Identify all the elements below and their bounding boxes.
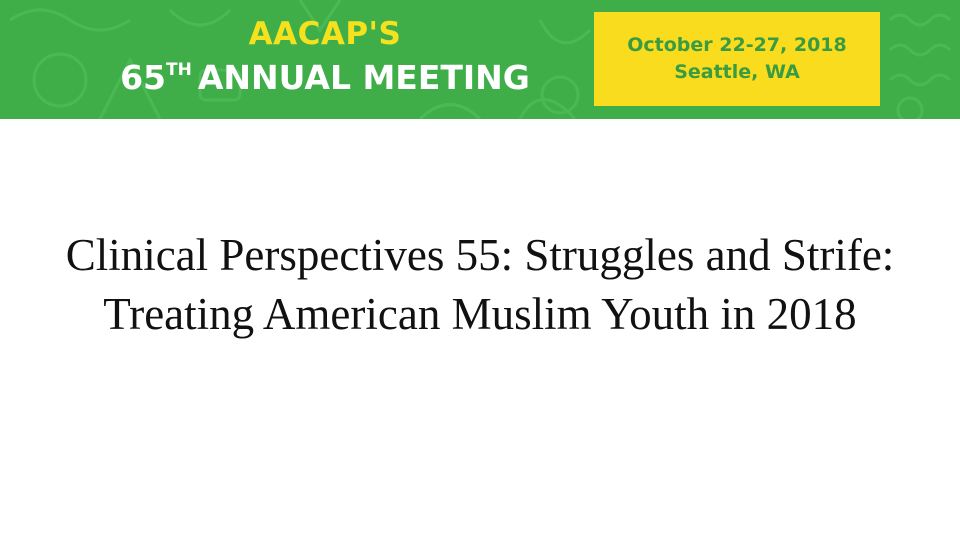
meeting-dates: October 22-27, 2018 xyxy=(627,34,847,56)
date-location-box xyxy=(594,12,880,106)
meeting-number-suffix: TH xyxy=(166,60,192,80)
meeting-name: ANNUAL MEETING xyxy=(197,58,530,97)
meeting-location: Seattle, WA xyxy=(674,61,800,83)
session-title: Clinical Perspectives 55: Struggles and Strife: Treating American Muslim Youth in 2018 xyxy=(65,230,895,339)
meeting-number: 65 xyxy=(120,58,167,97)
organization-name: AACAP'S xyxy=(248,16,402,52)
meeting-title xyxy=(0,58,650,98)
meeting-banner xyxy=(0,0,960,119)
